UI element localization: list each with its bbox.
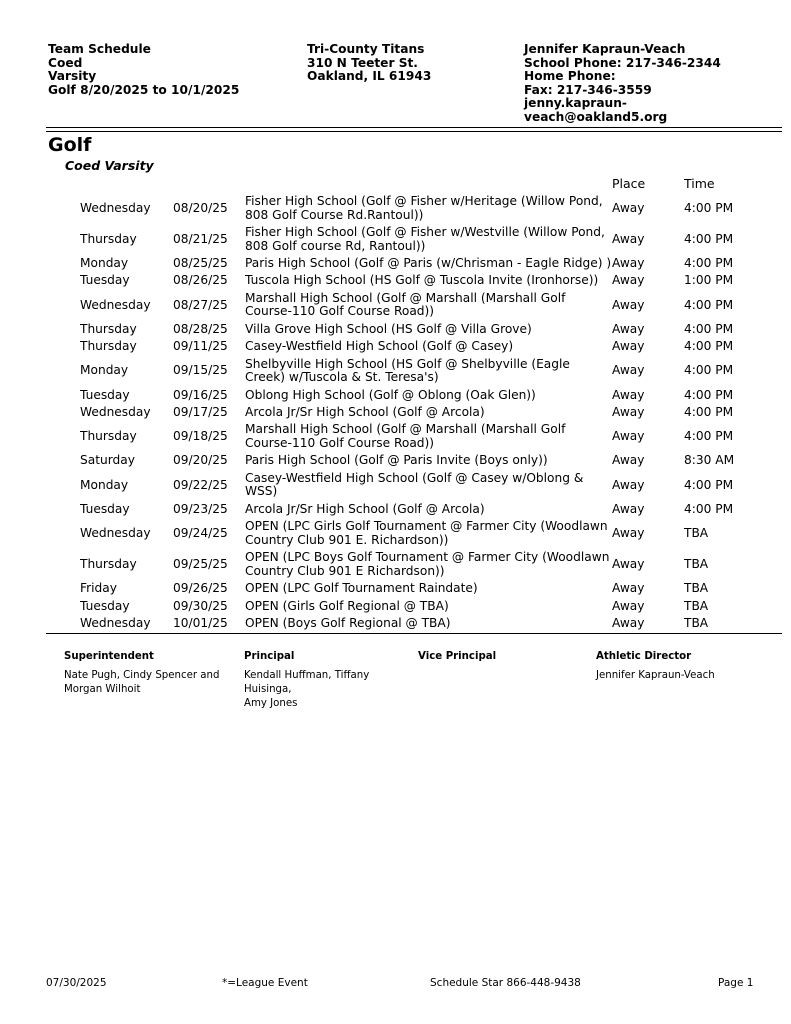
staff-name-line: Kendall Huffman, Tiffany Huisinga,: [244, 670, 370, 695]
game-place: Away: [612, 615, 645, 630]
header-divider-top: [46, 127, 782, 128]
table-row: [80, 338, 760, 355]
game-date: 09/24/25: [173, 525, 228, 540]
game-time: 8:30 AM: [684, 453, 735, 468]
game-time: 4:00 PM: [684, 200, 734, 215]
staff-title: Vice Principal: [418, 651, 497, 662]
header-line: Team Schedule: [48, 42, 151, 56]
table-row: [80, 193, 760, 224]
footer-league-note: *=League Event: [222, 977, 308, 989]
column-header-place: Place: [612, 176, 646, 191]
game-opponent: OPEN (Girls Golf Regional @ TBA): [245, 598, 449, 613]
game-place: Away: [612, 477, 645, 492]
game-opponent: Oblong High School (Golf @ Oblong (Oak Glen)): [245, 387, 536, 402]
game-time: 4:00 PM: [684, 404, 734, 419]
header-line: 310 N Teeter St.: [307, 55, 418, 70]
game-time: TBA: [684, 556, 709, 571]
game-opponent: Marshall High School (Golf @ Marshall (Marshall Golf Course-110 Golf Course Road)): [245, 422, 566, 450]
game-date: 08/21/25: [173, 231, 228, 246]
game-time: 4:00 PM: [684, 501, 734, 516]
header-line: Tri-County Titans: [307, 42, 425, 56]
game-place: Away: [612, 273, 645, 288]
staff-superintendent: [64, 651, 234, 697]
game-date: 09/17/25: [173, 404, 228, 419]
game-opponent: OPEN (Boys Golf Regional @ TBA): [245, 615, 451, 630]
game-opponent: OPEN (LPC Golf Tournament Raindate): [245, 581, 478, 596]
game-place: Away: [612, 363, 645, 378]
table-row: [80, 321, 760, 338]
game-date: 08/26/25: [173, 273, 228, 288]
game-time: 1:00 PM: [684, 273, 734, 288]
sport-title: Golf: [48, 134, 92, 156]
game-date: 09/15/25: [173, 363, 228, 378]
game-day: Friday: [80, 581, 117, 596]
staff-vice-principal: [418, 651, 578, 669]
game-opponent: Arcola Jr/Sr High School (Golf @ Arcola): [245, 404, 485, 419]
game-day: Thursday: [80, 339, 137, 354]
game-place: Away: [612, 501, 645, 516]
table-row: [80, 501, 760, 518]
game-place: Away: [612, 231, 645, 246]
table-row: [80, 470, 760, 501]
staff-names: [244, 669, 414, 711]
header-line: Fax: 217-346-3559: [524, 82, 652, 97]
schedule-bottom-divider: [46, 633, 782, 634]
table-row: [80, 224, 760, 255]
game-place: Away: [612, 598, 645, 613]
schedule-table: [80, 193, 760, 632]
game-date: 09/22/25: [173, 477, 228, 492]
header-line: veach@oakland5.org: [524, 109, 668, 124]
game-place: Away: [612, 525, 645, 540]
game-opponent: OPEN (LPC Girls Golf Tournament @ Farmer City (Woodlawn Country Club 901 E. Richardson)): [245, 519, 608, 547]
game-time: 4:00 PM: [684, 387, 734, 402]
game-place: Away: [612, 581, 645, 596]
game-opponent: Paris High School (Golf @ Paris (w/Chrisman - Eagle Ridge) ): [245, 255, 612, 270]
header-line: Oakland, IL 61943: [307, 69, 432, 84]
game-place: Away: [612, 429, 645, 444]
game-date: 09/25/25: [173, 556, 228, 571]
game-date: 09/16/25: [173, 387, 228, 402]
staff-athletic-director: [596, 651, 766, 683]
game-opponent: Shelbyville High School (HS Golf @ Shelbyville (Eagle Creek) w/Tuscola & St. Teresa's): [245, 356, 570, 385]
table-row: [80, 598, 760, 615]
header-contact: [524, 43, 721, 125]
header-line: Jennifer Kapraun-Veach: [524, 42, 686, 56]
game-time: 4:00 PM: [684, 477, 734, 492]
table-row: [80, 518, 760, 549]
game-day: Thursday: [80, 556, 137, 571]
header-line: Golf 8/20/2025 to 10/1/2025: [48, 82, 240, 97]
game-time: 4:00 PM: [684, 339, 734, 354]
game-date: 09/26/25: [173, 581, 228, 596]
game-time: TBA: [684, 525, 709, 540]
game-place: Away: [612, 404, 645, 419]
staff-title: Athletic Director: [596, 651, 692, 662]
staff-names: [596, 669, 766, 683]
game-day: Tuesday: [80, 501, 130, 516]
game-day: Wednesday: [80, 297, 151, 312]
game-opponent: Marshall High School (Golf @ Marshall (Marshall Golf Course-110 Golf Course Road)): [245, 290, 566, 319]
header-line: Varsity: [48, 69, 97, 84]
game-opponent: Arcola Jr/Sr High School (Golf @ Arcola): [245, 501, 485, 516]
table-row: [80, 290, 760, 321]
table-row: [80, 404, 760, 421]
game-day: Tuesday: [80, 598, 130, 613]
header-divider-bottom: [46, 131, 782, 132]
game-date: 09/11/25: [173, 339, 228, 354]
game-day: Tuesday: [80, 273, 130, 288]
column-header-time: Time: [684, 176, 715, 191]
table-row: [80, 549, 760, 580]
game-day: Monday: [80, 255, 129, 270]
game-place: Away: [612, 387, 645, 402]
staff-name-line: Nate Pugh, Cindy Spencer and: [64, 670, 220, 681]
game-place: Away: [612, 297, 645, 312]
game-day: Thursday: [80, 321, 137, 336]
table-row: [80, 580, 760, 597]
header-line: jenny.kapraun-: [524, 96, 627, 111]
game-date: 08/28/25: [173, 321, 228, 336]
game-day: Thursday: [80, 429, 137, 444]
game-place: Away: [612, 200, 645, 215]
game-place: Away: [612, 255, 645, 270]
table-row: [80, 255, 760, 272]
staff-title: Principal: [244, 651, 295, 662]
game-opponent: Fisher High School (Golf @ Fisher w/Heritage (Willow Pond, 808 Golf Course Rd.Rantoul)): [245, 194, 603, 222]
game-opponent: OPEN (LPC Boys Golf Tournament @ Farmer City (Woodlawn Country Club 901 E Richardson)): [245, 550, 610, 578]
staff-title: Superintendent: [64, 651, 154, 662]
game-time: 4:00 PM: [684, 321, 734, 336]
table-row: [80, 421, 760, 452]
game-date: 09/30/25: [173, 598, 228, 613]
game-day: Wednesday: [80, 615, 151, 630]
game-time: TBA: [684, 598, 709, 613]
game-date: 10/01/25: [173, 615, 228, 630]
footer-page-number: Page 1: [718, 977, 754, 989]
staff-name-line: Amy Jones: [244, 698, 298, 709]
team-level-subtitle: Coed Varsity: [65, 158, 154, 173]
staff-name-line: Jennifer Kapraun-Veach: [596, 670, 715, 681]
header-team-info: [48, 43, 239, 97]
footer-schedule-star: Schedule Star 866-448-9438: [430, 977, 581, 989]
game-place: Away: [612, 321, 645, 336]
table-row: [80, 272, 760, 289]
header-line: School Phone: 217-346-2344: [524, 55, 721, 70]
game-date: 09/18/25: [173, 429, 228, 444]
header-line: Home Phone:: [524, 69, 616, 84]
game-time: TBA: [684, 581, 709, 596]
game-opponent: Casey-Westfield High School (Golf @ Casey w/Oblong & WSS): [245, 470, 584, 499]
game-time: 4:00 PM: [684, 363, 734, 378]
staff-name-line: Morgan Wilhoit: [64, 684, 141, 695]
game-day: Wednesday: [80, 200, 151, 215]
game-day: Saturday: [80, 453, 135, 468]
game-time: 4:00 PM: [684, 231, 734, 246]
game-place: Away: [612, 556, 645, 571]
game-date: 08/27/25: [173, 297, 228, 312]
game-opponent: Villa Grove High School (HS Golf @ Villa Grove): [245, 321, 532, 336]
game-day: Monday: [80, 363, 129, 378]
game-date: 08/20/25: [173, 200, 228, 215]
game-place: Away: [612, 453, 645, 468]
game-time: 4:00 PM: [684, 297, 734, 312]
game-day: Tuesday: [80, 387, 130, 402]
staff-principal: [244, 651, 414, 711]
game-opponent: Paris High School (Golf @ Paris Invite (Boys only)): [245, 453, 548, 468]
footer-print-date: 07/30/2025: [46, 977, 107, 989]
staff-names: [64, 669, 234, 697]
header-line: Coed: [48, 55, 83, 70]
game-time: 4:00 PM: [684, 429, 734, 444]
game-place: Away: [612, 339, 645, 354]
game-opponent: Tuscola High School (HS Golf @ Tuscola Invite (Ironhorse)): [245, 273, 599, 288]
header-school-address: [307, 43, 431, 84]
table-row: [80, 387, 760, 404]
table-row: [80, 615, 760, 632]
game-date: 09/20/25: [173, 453, 228, 468]
game-time: TBA: [684, 615, 709, 630]
game-day: Wednesday: [80, 525, 151, 540]
table-row: [80, 452, 760, 469]
game-opponent: Casey-Westfield High School (Golf @ Casey): [245, 339, 514, 354]
game-day: Wednesday: [80, 404, 151, 419]
table-row: [80, 356, 760, 387]
game-day: Monday: [80, 477, 129, 492]
game-time: 4:00 PM: [684, 255, 734, 270]
game-date: 08/25/25: [173, 255, 228, 270]
game-day: Thursday: [80, 231, 137, 246]
game-opponent: Fisher High School (Golf @ Fisher w/Westville (Willow Pond, 808 Golf course Rd, Rantoul)): [245, 225, 605, 253]
game-date: 09/23/25: [173, 501, 228, 516]
